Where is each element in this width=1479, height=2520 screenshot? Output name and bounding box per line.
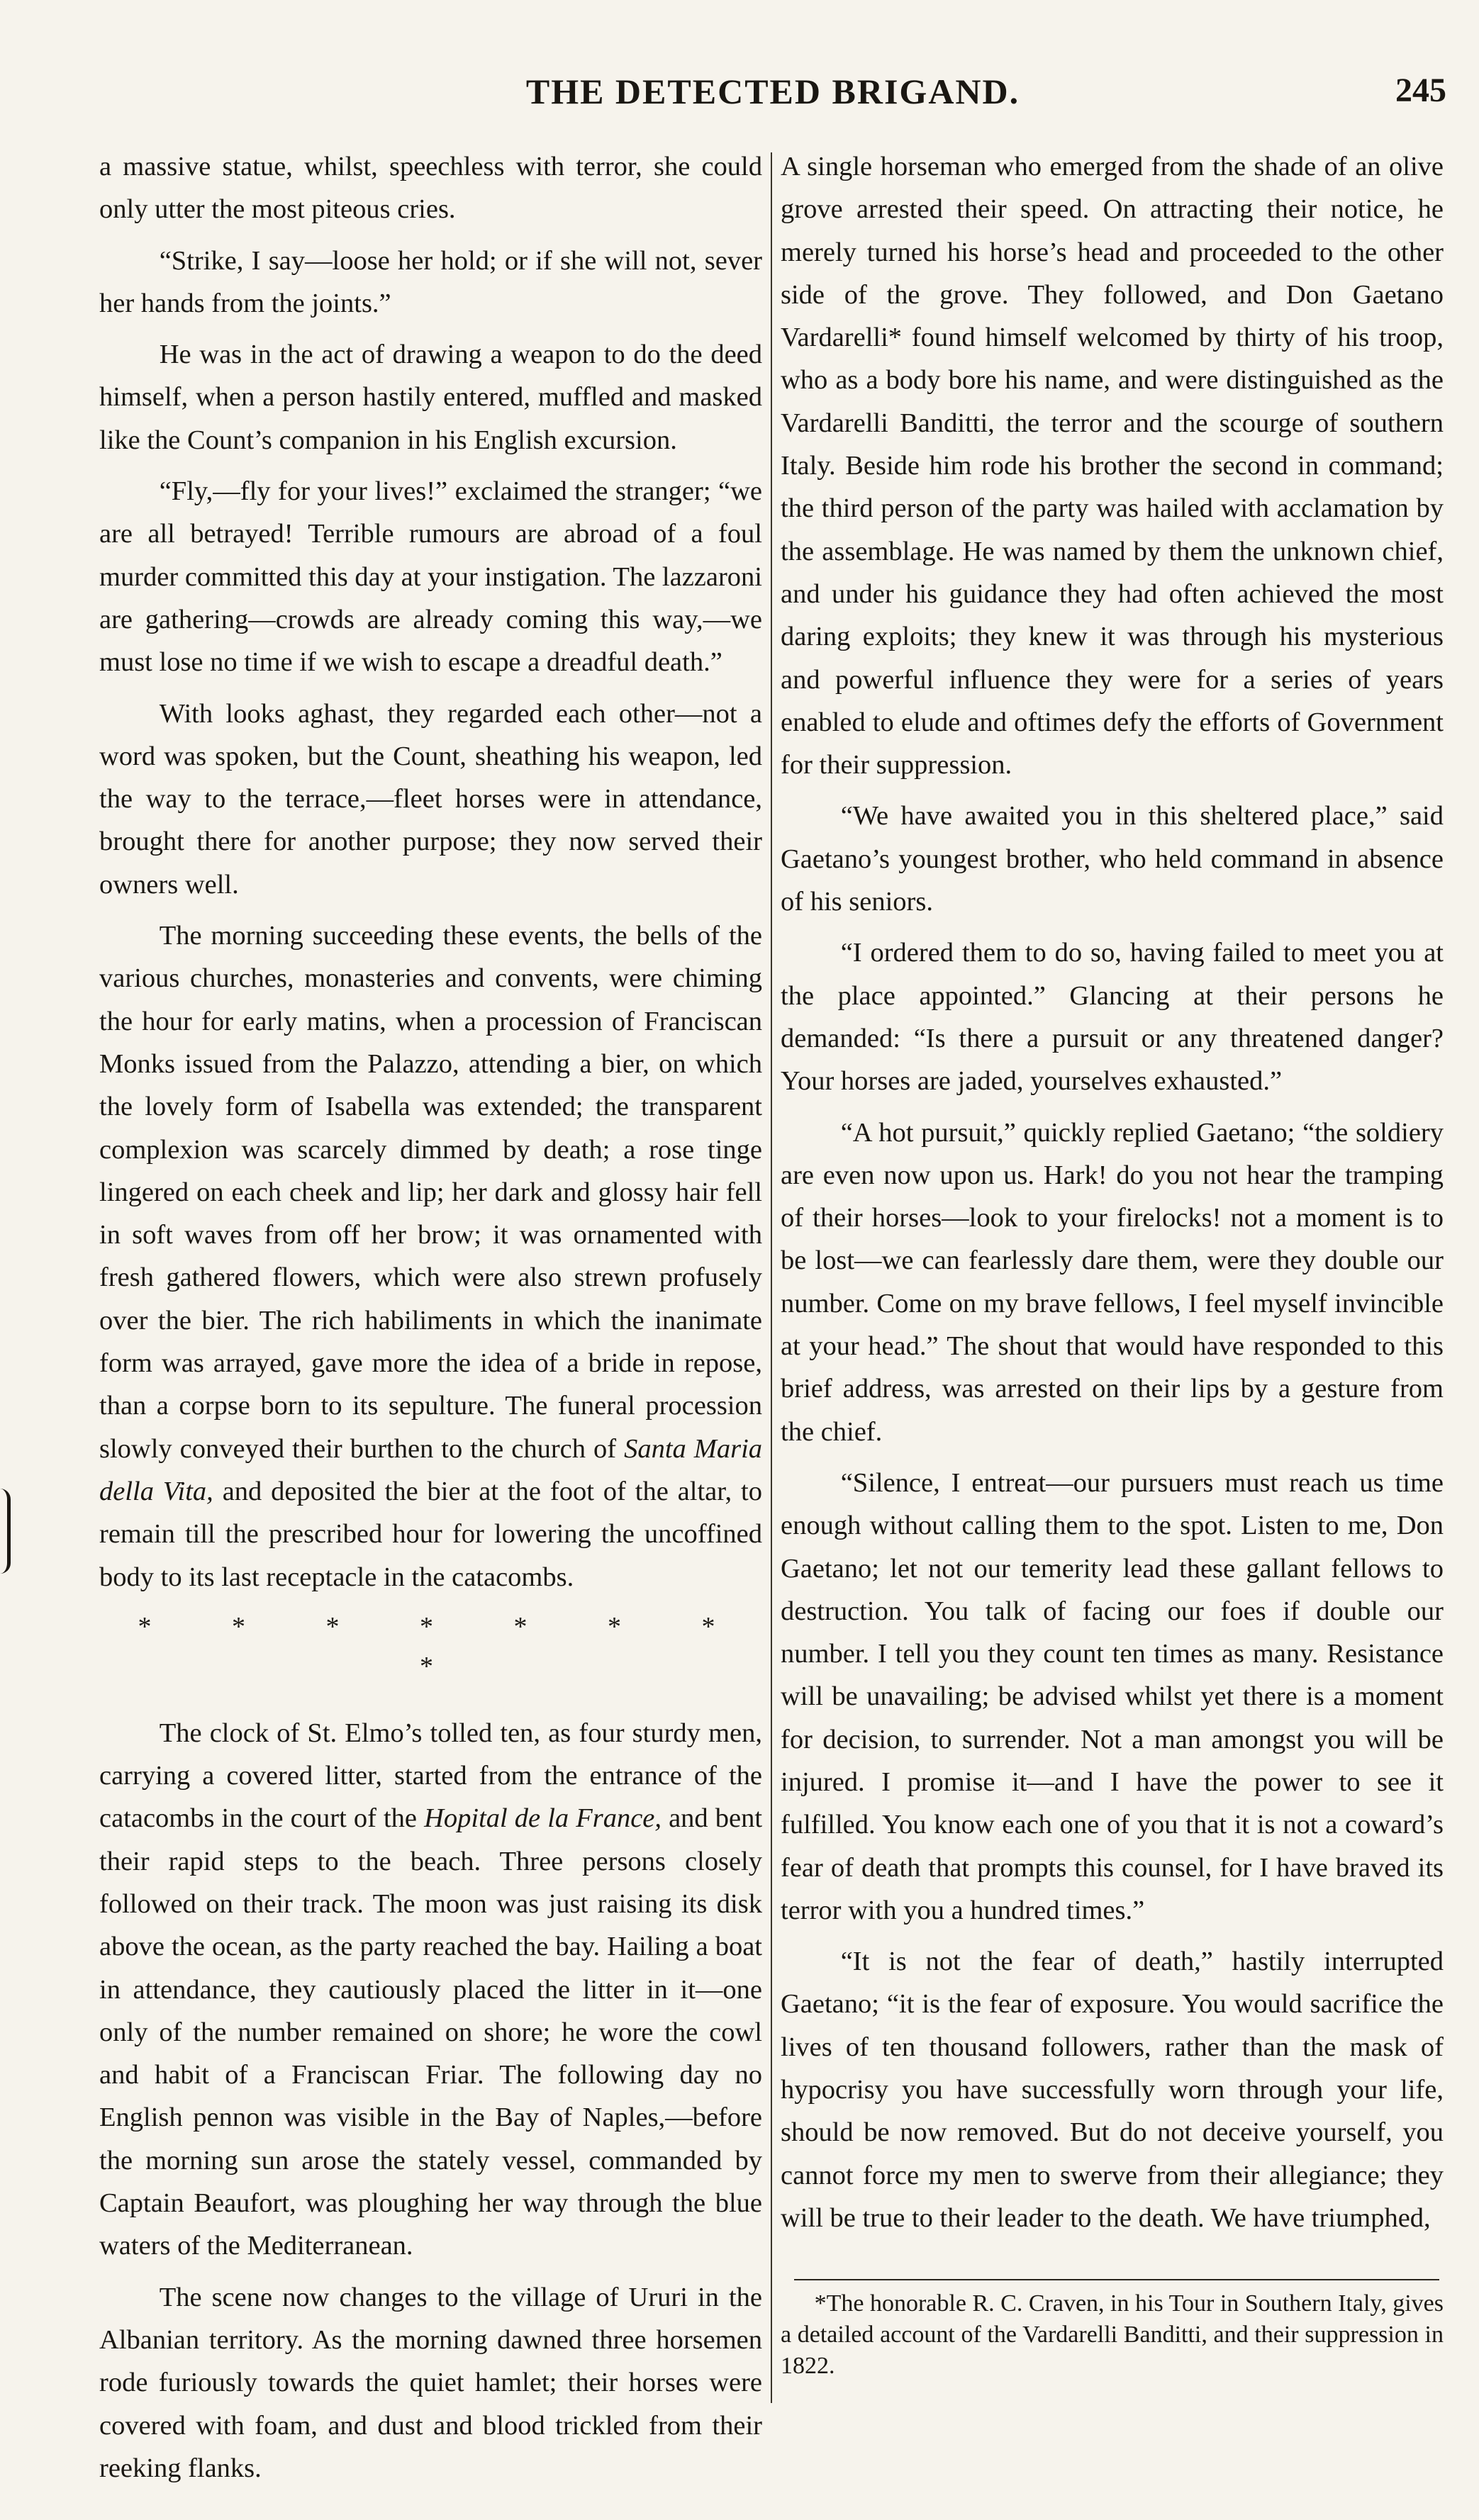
footnote-divider [794,2279,1439,2280]
page-number: 245 [1395,72,1446,109]
paragraph: The scene now changes to the village of Ururi in the Albanian territory. As the morning dawned three horsemen rode furiously towards the quiet hamlet; their horses were covered with foam, and dust and blood trickled from their reeking flanks. [99,2282,762,2483]
paragraph-text: and deposited the bier at the foot of the altar, to remain till the prescribed hour for lowering the uncoffined body to its last receptacle in the catacombs. [99,1476,762,1592]
margin-bracket-mark [0,1489,11,1574]
paragraph-text: The clock of St. Elmo’s tolled ten, as four sturdy men, carrying a covered litter, started from the entrance of the catacombs in the court of the [99,1718,762,1834]
left-column [99,145,762,2498]
page-header [99,71,1446,135]
paragraph: “Fly,—fly for your lives!” exclaimed the stranger; “we are all betrayed! Terrible rumours are abroad of a foul murder committed this day at your instigation. The lazzaroni are gathering—crowds are already coming this way,—we must lose no time if we wish to escape a dreadful death.” [99,476,762,678]
paragraph: A single horseman who emerged from the shade of an olive grove arrested their speed. On attracting their notice, he merely turned his horse’s head and proceeded to the other side of the grove. They followed, and Don Gaetano Vardarelli* found himself welcomed by thirty of his troop, who as a body bore his name, and were distinguished as the Vardarelli Banditti, the terror and the scourge of southern Italy. Beside him rode his brother the second in command; the third person of the party was hailed with acclamation by the assemblage. He was named by them the unknown chief, and under his guidance they had often achieved the most daring exploits; they knew it was through his mysterious and powerful influence they were for a series of years enabled to elude and oftimes defy the efforts of Government for their suppression. [781,152,1444,780]
paragraph: “We have awaited you in this sheltered place,” said Gaetano’s youngest brother, who held command in absence of his seniors. [781,801,1444,917]
place-name-italic: Hopital de la France, [424,1803,662,1834]
paragraph: “I ordered them to do so, having failed to meet you at the place appointed.” Glancing at their persons he demanded: “Is there a pursuit or any threatened danger? Your horses are jaded, yourselves exhausted.” [781,938,1444,1097]
right-column [781,145,1444,2248]
paragraph: “Silence, I entreat—our pursuers must reach us time enough without calling them to the spot. Listen to me, Don Gaetano; let not our temerity lead these gallant fellows to destruction. You talk of facing our foes if double our number. I tell you they count ten times as many. Resistance will be unavailing; be advised whilst yet there is a moment for decision, to surrender. Not a man amongst you will be injured. I promise it—and I have the power to see it fulfilled. You know each one of you that it is not a coward’s fear of death that prompts this counsel, for I have braved its terror with you a hundred times.” [781,1467,1444,1925]
footnote: *The honorable R. C. Craven, in his Tour in Southern Italy, gives a detailed account of the Vardarelli Banditti, and their suppression in 1822. [781,2290,1444,2379]
column-divider [771,152,772,2403]
paragraph: With looks aghast, they regarded each other—not a word was spoken, but the Count, sheathing his weapon, led the way to the terrace,—fleet horses were in attendance, brought there for another purpose; they now served their owners well. [99,698,762,900]
paragraph: He was in the act of drawing a weapon to do the deed himself, when a person hastily entered, muffled and masked like the Count’s companion in his English excursion. [99,340,762,455]
running-title: THE DETECTED BRIGAND. [525,72,1020,111]
paragraph-text: The morning succeeding these events, the bells of the various churches, monasteries and convents, were chiming the hour for early matins, when a procession of Franciscan Monks issued from the Palazzo, attending a bier, on which the lovely form of Isabella was extended; the transparent complexion was scarcely dimmed by death; a rose tinge lingered on each cheek and lip; her dark and glossy hair fell in soft waves from off her brow; it was ornamented with fresh gathered flowers, which were also strewn profusely over the bier. The rich habiliments in which the inanimate form was arrayed, gave more the idea of a bride in repose, than a corpse born to its sepulture. The funeral procession slowly conveyed their burthen to the church of [99,921,762,1464]
paragraph: “Strike, I say—loose her hold; or if she will not, sever her hands from the joints.” [99,245,762,318]
paragraph: a massive statue, whilst, speechless with terror, she could only utter the most piteous cries. [99,152,762,225]
paragraph [99,1712,762,2268]
paragraph [99,914,762,1598]
paragraph: “A hot pursuit,” quickly replied Gaetano; “the soldiery are even now upon us. Hark! do you not hear the tramping of their horses—look to your firelocks! not a moment is to be lost—we can fearlessly dare them, were they double our number. Come on my brave fellows, I feel myself invincible at your head.” The shout that would have responded to this brief address, was arrested on their lips by a gesture from the chief. [781,1117,1444,1447]
paragraph: “It is not the fear of death,” hastily interrupted Gaetano; “it is the fear of exposure. You would sacrifice the lives of ten thousand followers, rather than the mask of hypocrisy you have successfully worn through your life, should be now removed. But do not deceive yourself, you cannot force my men to swerve from their allegiance; they will be true to their leader to the death. We have triumphed, [781,1947,1444,2233]
church-name-italic: Santa Maria della Vita, [99,1433,763,1506]
paragraph-text: and bent their rapid steps to the beach. Three persons closely followed on their track. The moon was just raising its disk above the ocean, as the party reached the bay. Hailing a boat in attendance, they cautiously placed the litter in it—one only of the number remained on shore; he wore the cowl and habit of a Franciscan Friar. The following day no English pennon was visible in the Bay of Naples,—before the morning sun arose the stately vessel, commanded by Captain Beaufort, was ploughing her way through the blue waters of the Mediterranean. [99,1803,763,2261]
section-break-asterisks: * * * * * * * * [138,1611,752,1681]
